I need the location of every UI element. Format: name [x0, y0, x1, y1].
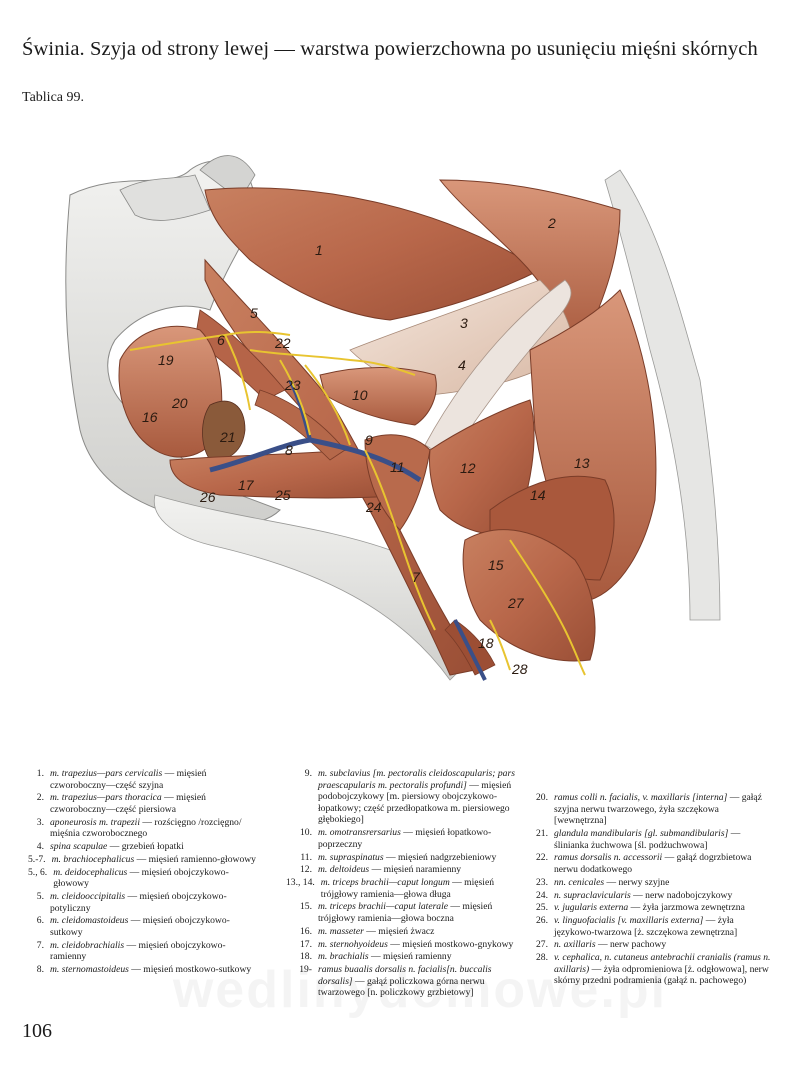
legend-item: 10. m. omotransrersarius — mięsień łopatkowo-poprzeczny — [300, 827, 492, 850]
figure-label: 22 — [275, 335, 291, 351]
figure-label: 9 — [365, 432, 373, 448]
legend-item: 13., 14. m. triceps brachii—caput longum — mięsień trójgłowy ramienia—głowa długa — [286, 877, 494, 900]
figure-label: 10 — [352, 387, 368, 403]
legend-item: 5., 6. m. deidocephalicus — mięsień obojczykowo-głowowy — [28, 866, 229, 890]
legend-column-3 — [532, 792, 772, 988]
figure-label: 19 — [158, 352, 174, 368]
legend-item: 15. m. triceps brachii—caput laterale — mięsień trójgłowy ramienia—głowa boczna — [300, 901, 493, 925]
legend-item: 19- ramus buaalis dorsalis n. facialis[n. buccalis dorsalis] — gałąź policzkowa górna nerwu twarzowego [n. policzkowy grzbietowy] — [299, 964, 492, 999]
anatomy-illustration — [60, 150, 760, 720]
legend-item: 1. m. trapezius—pars cervicalis — mięsień czworoboczny—część szyjna — [36, 768, 207, 791]
figure-label: 15 — [488, 557, 504, 573]
figure-label: 1 — [315, 242, 323, 258]
figure-label: 23 — [285, 377, 301, 393]
legend-item: 26. v. linguofacialis [v. maxillaris externa] — żyła językowo-twarzowa [ż. szczękowa zewnętrzna] — [536, 915, 738, 938]
legend-item: 27. n. axillaris — nerw pachowy — [536, 939, 667, 951]
figure-label: 24 — [366, 499, 382, 515]
figure-label: 7 — [412, 569, 420, 585]
figure-label: 3 — [460, 315, 468, 331]
legend-item: 2. m. trapezius—pars thoracica — mięsień czworoboczny—część piersiowa — [36, 792, 206, 815]
legend-item: 20. ramus colli n. facialis, v. maxillaris [interna] — gałąź szyjna nerwu twarzowego, żyła szczękowa [wewnętrzna] — [536, 792, 762, 827]
legend-item: 23. nn. cenicales — nerwy szyjne — [536, 876, 670, 888]
legend-column-2 — [286, 768, 516, 1000]
legend-item: 9. m. subclavius [m. pectoralis cleidoscapularis; pars praescapularis m. pectoralis profundi] — mięsień podobojczykowy [m. piersiowy obojczykowo-łopatkowy; część przedłopatkowa m. piersiowego głębokiego] — [304, 768, 515, 826]
page-title: Świnia. Szyja od strony lewej — warstwa powierzchowna po usunięciu mięśni skórnych — [22, 38, 758, 60]
legend-item: 11. m. supraspinatus — mięsień nadgrzebieniowy — [300, 851, 497, 863]
legend-item: 8. m. sternomastoideus — mięsień mostkowo-sutkowy — [36, 964, 252, 976]
figure-label: 13 — [574, 455, 590, 471]
figure-label: 25 — [275, 487, 291, 503]
legend-item: 5. m. cleidooccipitalis — mięsień obojczykowo-potyliczny — [36, 891, 227, 914]
figure-label: 12 — [460, 460, 476, 476]
figure-label: 27 — [508, 595, 524, 611]
legend-column-1 — [28, 768, 256, 977]
figure-label: 11 — [390, 459, 405, 475]
figure-label: 5 — [250, 305, 258, 321]
legend-item: 3. aponeurosis m. trapezii — rozścięgno /rozcięgno/ mięśnia czworobocznego — [36, 816, 242, 840]
figure-label: 6 — [217, 332, 225, 348]
legend-item: 5.-7. m. brachiocephalicus — mięsień ramienno-głowowy — [28, 853, 256, 865]
legend-item: 12. m. deltoideus — mięsień naramienny — [300, 864, 462, 876]
plate-number: Tablica 99. — [22, 90, 84, 105]
legend-item: 24. n. supraclavicularis — nerw nadobojczykowy — [536, 889, 733, 901]
figure-label: 26 — [200, 489, 216, 505]
legend-item: 17. m. sternohyoideus — mięsień mostkowo-gnykowy — [300, 938, 514, 950]
figure-label: 4 — [458, 357, 466, 373]
page-number: 106 — [22, 1020, 52, 1042]
figure-label: 2 — [548, 215, 556, 231]
figure-label: 28 — [512, 661, 528, 677]
figure-label: 20 — [172, 395, 188, 411]
legend-item: 18. m. brachialis — mięsień ramienny — [300, 951, 452, 963]
legend-item: 21. glandula mandibularis [gl. submandibularis] — ślinianka żuchwowa [śl. podżuchwowa] — [536, 827, 741, 851]
figure-label: 8 — [285, 442, 293, 458]
legend-item: 7. m. cleidobrachialis — mięsień obojczykowo-ramienny — [36, 939, 226, 963]
legend-item: 6. m. cleidomastoideus — mięsień obojczykowo-sutkowy — [36, 915, 230, 939]
figure-label: 14 — [530, 487, 546, 503]
legend-item: 4. spina scapulae — grzebień łopatki — [36, 841, 184, 853]
figure-label: 17 — [238, 477, 254, 493]
figure-label: 21 — [220, 429, 236, 445]
legend-item: 16. m. masseter — mięsień żwacz — [300, 925, 435, 937]
figure-label: 18 — [478, 635, 494, 651]
figure-label: 16 — [142, 409, 158, 425]
legend-item: 25. v. jugularis externa — żyła jarzmowa zewnętrzna — [536, 902, 745, 914]
legend-item: 28. v. cephalica, n. cutaneus antebrachii cranialis (ramus n. axillaris) — żyła odpromieniowa [ż. odgłowowa], nerw skórny przedni podramienia (gałąź n. pachowego) — [536, 952, 771, 987]
legend-item: 22. ramus dorsalis n. accessorii — gałąź dogrzbietowa nerwu dodatkowego — [536, 852, 752, 875]
